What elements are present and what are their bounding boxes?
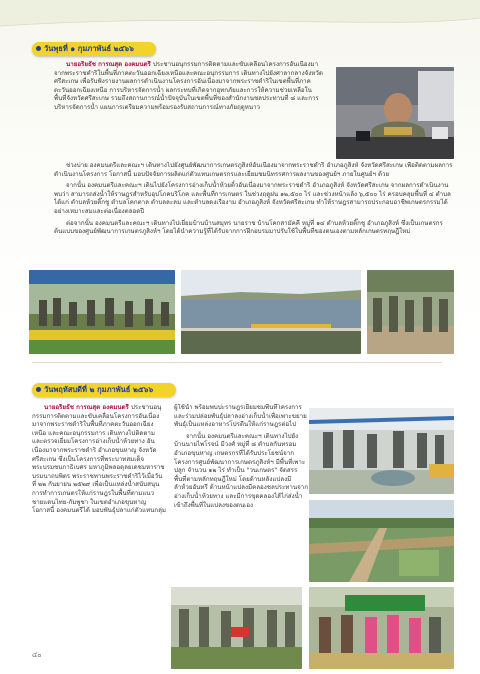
section1-date-badge: วันพุธที่ ๑ กุมภาพันธ์ ๒๕๖๖ <box>32 42 156 56</box>
fish-release-ceremony-photo <box>309 408 454 494</box>
section1-lead-name: นายอริยธัช การณสุต องคมนตรี <box>66 61 151 68</box>
section2-para1: ประชานอนุกรรมการติดตามและขับเคลื่อนโครงการอันเนื่องมาจากพระราชดำริในพื้นที่ภาคตะวันออกเฉียงเหนือ และคณะอนุกรรมการ เดินทางไปติดตามและตรวจเยี่ยมโครงการอ่างเก็บน้ำห้วยทาง อันเนื่องมาจากพระราชดำริ อำเภอขุนหาญ จังหวัดศรีสะเกษ ซึ่งเป็นโครงการที่พระบาทสมเด็จพระบรมชนกาธิเบศร มหาภูมิพลอดุลยเดชมหาราช บรมนาถบพิตร พระราชทานพระราชดำริไว้เมื่อวันที่ ๒๒ กันยายน ๒๕๒๙ เพื่อเป็นแหล่งน้ำสนับสนุนการทำการเกษตรให้แก่ราษฎรในพื้นที่ตามแนวชายแดนไทย-กัมพูชา ในเขตอำเภอขุนหาญ โอกาสนี้ องคมนตรีได้ มอบพันธุ์ปลาแก่ตัวแทนกลุ่มผู้ใช้น้ำ พร้อมพบปะราษฎรเยี่ยมชมพื้นที่โครงการ และร่วมปล่อยพันธุ์ปลาลงอ่างเก็บน้ำเพื่อเพาะขยายพันธุ์เป็นแหล่งอาหารโปรตีนให้แก่ราษฎรต่อไป <box>32 404 307 515</box>
agroforestry-farm-aerial-photo <box>309 500 454 582</box>
section2-date-badge: วันพฤหัสบดีที่ ๒ กุมภาพันธ์ ๒๕๖๖ <box>32 383 176 397</box>
farmer-visit-photo <box>367 270 454 354</box>
farmer-group-photo <box>309 587 454 669</box>
huai-tiu-reservoir-photo <box>181 270 361 354</box>
section1-body-text <box>54 162 454 272</box>
section1-intro-text <box>54 61 324 151</box>
section1-para2: ช่วงบ่าย องคมนตรีและคณะฯ เดินทางไปยังศูนย์พัฒนาการเกษตรภูสิงห์อันเนื่องมาจากพระราชดำริ อำเภอภูสิงห์ จังหวัดศรีสะเกษ เพื่อติดตามผลการดำเนินงานโครงการ โอกาสนี้ มอบปัจจัยการผลิตแก่ตัวแทนเกษตรกรและเยี่ยมชมนิทรรศการผลงานของศูนย์ฯ ภายในศูนย์ฯ ด้วย <box>54 162 453 178</box>
section2-lead-name: นายอริยธัช การณสุต องคมนตรี <box>44 404 129 411</box>
seedling-handover-photo <box>171 587 302 669</box>
section2-para2: จากนั้น องคมนตรีและคณะฯ เดินทางไปยังบ้านนายไพโรจน์ มีวงศ์ หมู่ที่ ๘ ตำบลกันทรอม อำเภอขุนหาญ เกษตรกรที่ได้รับประโยชน์จากโครงการศูนย์พัฒนาการเกษตรภูสิงห์ฯ มีพื้นที่เพาะปลูก จำนวน ๑๒ ไร่ ทำเป็น "วนเกษตร" จัดสรรพื้นที่ตามหลักทฤษฎีใหม่ โดยด้านหลังแปลงมีลำห้วยอันทรี ด้านหน้าแปลงมีคลองชลประทานจากอ่างเก็บน้ำห้วยทาง และมีการขุดคลองไส้ไก่ส่งน้ำเข้าถึงพื้นที่ในแปลงของตนเอง <box>174 432 308 509</box>
section1-para3: จากนั้น องคมนตรีและคณะฯ เดินไปยังโครงการอ่างเก็บน้ำห้วยติ้วอันเนื่องมาจากพระราชดำริ อำเภอภูสิงห์ จังหวัดศรีสะเกษ จากผลการดำเนินงานพบว่า สามารถส่งน้ำให้ราษฎรสำหรับอุปโภคบริโภค และพื้นที่การเกษตร ในช่วงฤดูฝน ๑๒,๕๐๐ ไร่ และช่วงหน้าแล้ง ๖,๕๐๐ ไร่ ครอบคลุมพื้นที่ ๔ ตำบล ได้แก่ ตำบลห้วยติ๊กชู ตำบลโคกตาล ตำบลละลม และตำบลดงเรืองาม อำเภอภูสิงห์ จังหวัดศรีสะเกษ ทำให้ราษฎรสามารถประกอบอาชีพเกษตรกรรมได้อย่างเหมาะสมและต่อเนื่องตลอดปี <box>54 182 451 215</box>
page-number: ๔๐ <box>32 651 42 659</box>
section-divider <box>32 362 442 363</box>
agricultural-center-visit-photo <box>29 270 175 354</box>
section1-para4: ต่อจากนั้น องคมนตรีและคณะฯ เดินทางไปเยี่ยมบ้านบ้านสมุทร นายราช บ้านโคกสามัคคี หมู่ที่ ๑๔ ตำบลห้วยติ๊กชู อำเภอภูสิงห์ ซึ่งเป็นเกษตรกรต้นแบบของศูนย์พัฒนาการเกษตรภูสิงห์ฯ โดยได้นำความรู้ที่ได้รับจากการฝึกอบรมมาปรับใช้ในพื้นที่ของตนเองตามหลักเกษตรทฤษฎีใหม่ <box>54 219 443 236</box>
section1-para1: ประชานอนุกรรมการติดตามและขับเคลื่อนโครงการอันเนื่องมาจากพระราชดำริในพื้นที่ภาคตะวันออกเฉียงเหนือและคณะอนุกรรมการ เดินทางไปยังศาลากลางจังหวัดศรีสะเกษ เพื่อรับฟังรายงานผลการดำเนินงานโครงการอันเนื่องมาจากพระราชดำริในเขตพื้นที่ภาคตะวันออกเฉียงเหนือ การบริหารจัดการน้ำ ผลกระทบที่เกิดจากอุทกภัยและการให้ความช่วยเหลือในพื้นที่จังหวัดศรีสะเกษ รวมถึงสถานการณ์น้ำปัจจุบันในเขตพื้นที่ของสำนักงานชลประทานที่ ๘ และการบริหารจัดการน้ำ แผนการเตรียมความพร้อมรองรับสถานการณ์ทางภัยฤดูหนาว <box>54 61 323 111</box>
privy-councillor-speaking-photo <box>336 67 454 159</box>
header-swoosh <box>0 0 480 40</box>
section2-text <box>32 404 308 572</box>
